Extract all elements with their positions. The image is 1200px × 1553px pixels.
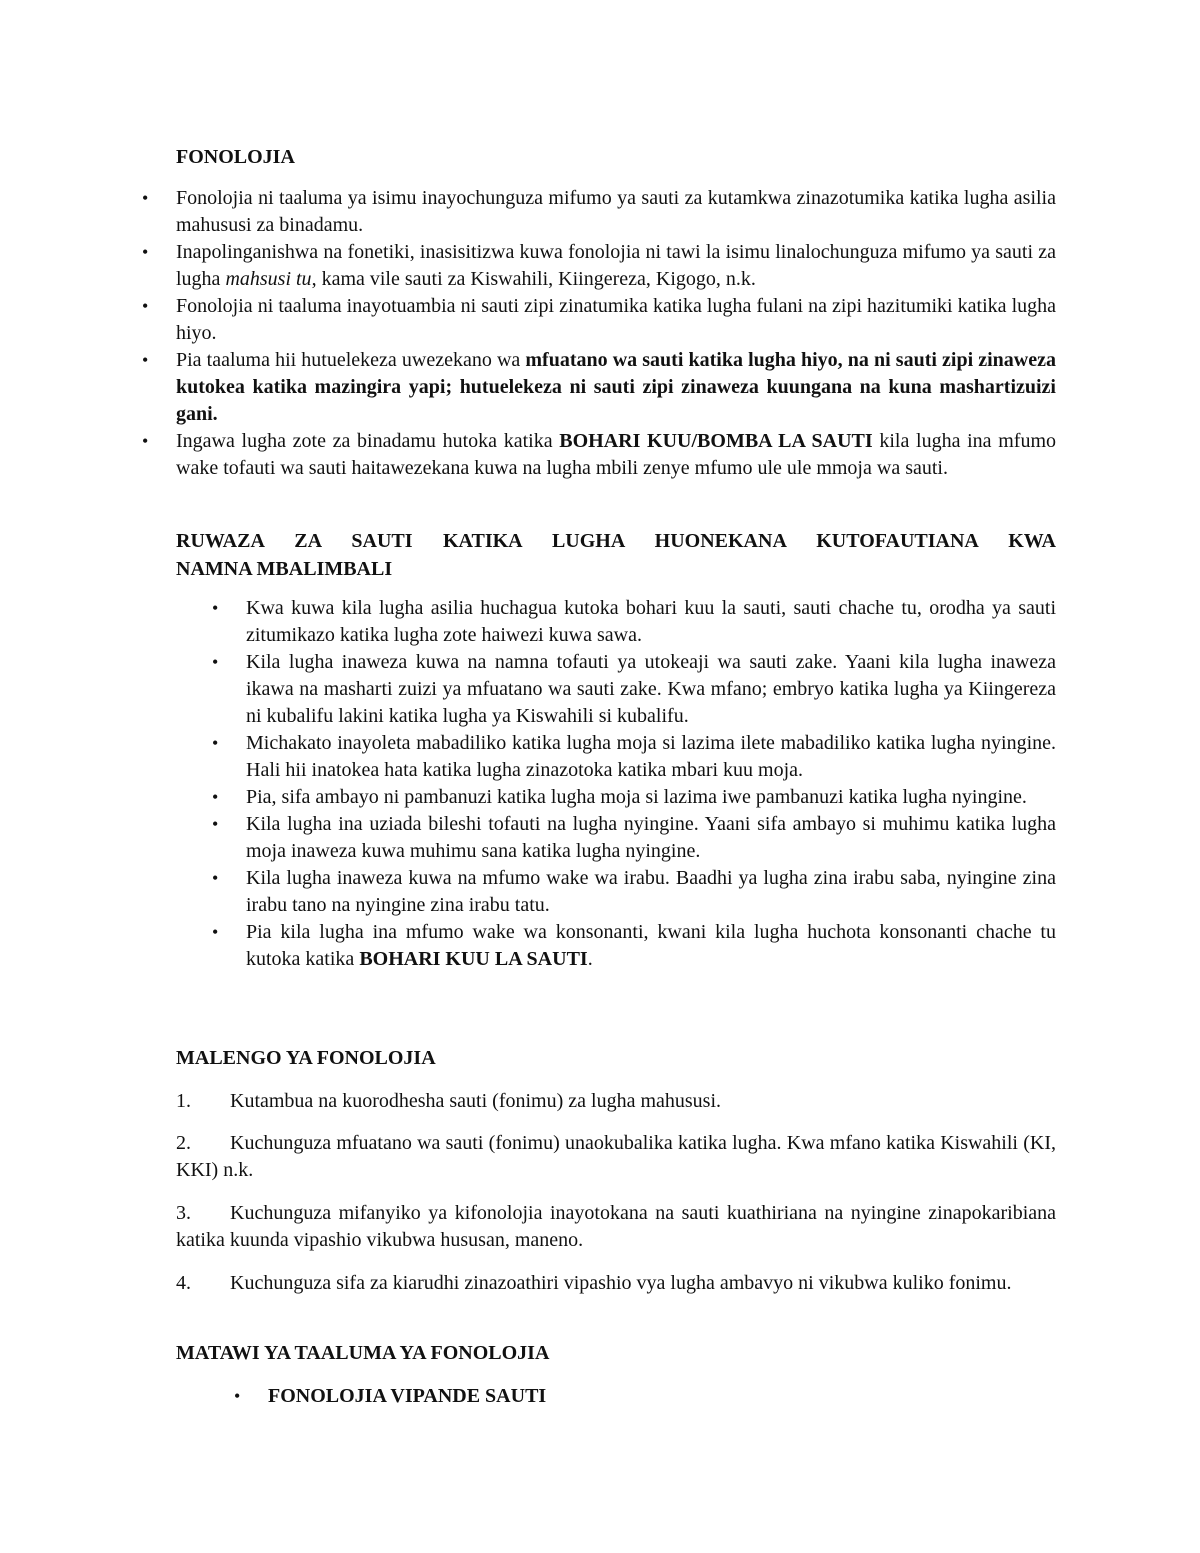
- list-item-text: Pia, sifa ambayo ni pambanuzi katika lugha moja si lazima iwe pambanuzi katika lugha nyingine.: [246, 786, 1027, 808]
- numbered-item: [176, 1200, 1056, 1254]
- bullet-icon: •: [234, 1386, 241, 1406]
- bullet-icon: •: [142, 350, 149, 370]
- list-item-bold-text: mfuatano wa sauti katika lugha hiyo, na ni sauti zipi zinaweza kutokea katika mazingira yapi; hutuelekeza ni sauti zipi zinaweza kuungana na kuna mashartizuizi gani.: [176, 349, 1056, 425]
- list-item-text: Fonolojia ni taaluma ya isimu inayochunguza mifumo ya sauti za kutamkwa zinazotumika katika lugha asilia mahususi za binadamu.: [176, 187, 1056, 236]
- section-heading-line: RUWAZA ZA SAUTI KATIKA LUGHA HUONEKANA KUTOFAUTIANA KWA: [176, 530, 1056, 552]
- list-item-text: .: [587, 948, 593, 970]
- numbered-item: [176, 1130, 1056, 1184]
- numbered-item: [176, 1088, 1056, 1115]
- bullet-icon: •: [142, 242, 149, 262]
- list-item-text: , kama vile sauti za Kiswahili, Kiingereza, Kigogo, n.k.: [311, 268, 756, 290]
- list-item-bold-text: BOHARI KUU LA SAUTI: [359, 948, 588, 970]
- bullet-icon: •: [142, 431, 149, 451]
- item-number: 3.: [176, 1202, 191, 1224]
- item-text: Kuchunguza mfuatano wa sauti (fonimu) unaokubalika katika lugha. Kwa mfano katika Kiswahili (KI, KKI) n.k.: [176, 1132, 1056, 1181]
- page-title: FONOLOJIA: [176, 146, 295, 168]
- item-text: Kuchunguza mifanyiko ya kifonolojia inayotokana na sauti kuathiriana na nyingine zinapokaribiana katika kuunda vipashio vikubwa hususan, maneno.: [176, 1202, 1056, 1251]
- matawi-bullet-list: [234, 1383, 968, 1410]
- item-number: 2.: [176, 1132, 191, 1154]
- bullet-icon: •: [212, 868, 219, 888]
- bullet-icon: •: [212, 922, 219, 942]
- list-item-text: Kila lugha ina uziada bileshi tofauti na lugha nyingine. Yaani sifa ambayo si muhimu katika lugha moja inaweza kuwa muhimu sana katika lugha nyingine.: [246, 813, 1056, 862]
- bullet-icon: •: [212, 787, 219, 807]
- bullet-icon: •: [212, 814, 219, 834]
- bullet-icon: •: [212, 733, 219, 753]
- list-item: [142, 185, 1056, 239]
- item-number: 4.: [176, 1272, 191, 1294]
- numbered-item: [176, 1270, 1056, 1297]
- list-item: [142, 428, 1056, 482]
- list-item-text: Pia kila lugha ina mfumo wake wa konsonanti, kwani kila lugha huchota konsonanti chache tu kutoka katika: [246, 921, 1056, 970]
- list-item-bold-text: FONOLOJIA VIPANDE SAUTI: [268, 1385, 547, 1407]
- section-heading-malengo: MALENGO YA FONOLOJIA: [176, 1047, 436, 1069]
- list-item: [142, 347, 1056, 428]
- section-heading-matawi: MATAWI YA TAALUMA YA FONOLOJIA: [176, 1342, 550, 1364]
- list-item-text: kila lugha ina mfumo wake tofauti wa sauti haitawezekana kuwa na lugha mbili zenye mfumo ule ule mmoja wa sauti.: [176, 430, 1056, 479]
- list-item-text: Ingawa lugha zote za binadamu hutoka katika: [176, 430, 560, 452]
- list-item: [212, 730, 1056, 784]
- intro-bullet-list: [142, 185, 1056, 482]
- bullet-icon: •: [142, 188, 149, 208]
- list-item: [234, 1383, 968, 1410]
- list-item: [212, 865, 1056, 919]
- ruwaza-bullet-list: [212, 595, 1056, 973]
- list-item: [212, 811, 1056, 865]
- list-item: [212, 649, 1056, 730]
- bullet-icon: •: [212, 652, 219, 672]
- list-item: [212, 595, 1056, 649]
- item-text: Kuchunguza sifa za kiarudhi zinazoathiri vipashio vya lugha ambavyo ni vikubwa kuliko fonimu.: [230, 1272, 1012, 1294]
- list-item-text: Kila lugha inaweza kuwa na namna tofauti ya utokeaji wa sauti zake. Yaani kila lugha inaweza ikawa na masharti zuizi ya mfuatano wa sauti zake. Kwa mfano; embryo katika lugha ya Kiingereza ni kubalifu lakini katika lugha ya Kiswahili si kubalifu.: [246, 651, 1056, 727]
- bullet-icon: •: [142, 296, 149, 316]
- list-item-bold-text: BOHARI KUU/BOMBA LA SAUTI: [559, 430, 873, 452]
- list-item-emphasis: mahsusi tu: [225, 268, 312, 290]
- bullet-icon: •: [212, 598, 219, 618]
- list-item-text: Michakato inayoleta mabadiliko katika lugha moja si lazima ilete mabadiliko katika lugha nyingine. Hali hii inatokea hata katika lugha zinazotoka katika mbari kuu moja.: [246, 732, 1056, 781]
- list-item: [142, 239, 1056, 293]
- list-item-text: Inapolinganishwa na fonetiki, inasisitizwa kuwa fonolojia ni tawi la isimu linalochunguza mifumo ya sauti za lugha: [176, 241, 1056, 290]
- section-heading-ruwaza: [176, 527, 1056, 583]
- list-item-text: Kila lugha inaweza kuwa na mfumo wake wa irabu. Baadhi ya lugha zina irabu saba, nyingine zina irabu tano na nyingine zina irabu tatu.: [246, 867, 1056, 916]
- list-item-text: Fonolojia ni taaluma inayotuambia ni sauti zipi zinatumika katika lugha fulani na zipi hazitumiki katika lugha hiyo.: [176, 295, 1056, 344]
- list-item-text: Pia taaluma hii hutuelekeza uwezekano wa: [176, 349, 526, 371]
- item-number: 1.: [176, 1090, 191, 1112]
- section-heading-line: NAMNA MBALIMBALI: [176, 558, 393, 580]
- item-text: Kutambua na kuorodhesha sauti (fonimu) za lugha mahususi.: [230, 1090, 721, 1112]
- list-item: [212, 919, 1056, 973]
- list-item-text: Kwa kuwa kila lugha asilia huchagua kutoka bohari kuu la sauti, sauti chache tu, orodha ya sauti zitumikazo katika lugha zote haiwezi kuwa sawa.: [246, 597, 1056, 646]
- list-item: [212, 784, 1056, 811]
- list-item: [142, 293, 1056, 347]
